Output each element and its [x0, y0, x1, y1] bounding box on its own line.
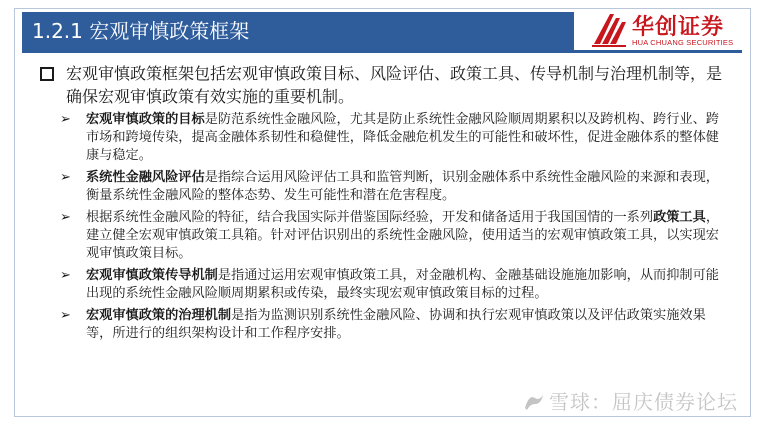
sub-point — [30, 267, 730, 303]
sub-point-text: ，建立健全宏观审慎政策工具箱。针对评估识别出的系统性金融风险，使用适当的宏观审慎政策工具，以实现宏观审慎政策目标。 — [86, 210, 719, 261]
main-point — [30, 62, 730, 108]
sub-point-term: 宏观审慎政策的目标 — [86, 112, 205, 127]
sub-point — [30, 209, 730, 263]
logo-name-en: HUA CHUANG SECURITIES — [632, 38, 734, 47]
arrow-bullet-icon: ➢ — [60, 170, 71, 185]
main-point-text: 宏观审慎政策框架包括宏观审慎政策目标、风险评估、政策工具、传导机制与治理机制等，是确保宏观审慎政策有效实施的重要机制。 — [66, 64, 723, 106]
sub-point-text: 是指通过运用宏观审慎政策工具，对金融机构、金融基础设施施加影响，从而抑制可能出现的系统性金融风险顺周期累积或传染，最终实现宏观审慎政策目标的过程。 — [86, 268, 719, 301]
watermark-text: 雪球：屈庆债券论坛 — [549, 390, 738, 414]
sub-point-text: 是指综合运用风险评估工具和监管判断，识别金融体系中系统性金融风险的来源和表现，衡量系统性金融风险的整体态势、发生可能性和潜在危害程度。 — [86, 170, 719, 203]
sub-point-text: 根据系统性金融风险的特征，结合我国实际并借鉴国际经验，开发和储备适用于我国国情的一系列 — [86, 210, 654, 225]
sub-point-text: 是防范系统性金融风险，尤其是防止系统性金融风险顺周期累积以及跨机构、跨行业、跨市场和跨境传染，提高金融体系韧性和稳健性，降低金融危机发生的可能性和破坏性，促进金融体系的整体健康与稳定。 — [86, 112, 719, 163]
sub-point — [30, 307, 730, 343]
sub-point-term: 宏观审慎政策传导机制 — [86, 268, 218, 283]
company-logo — [590, 10, 748, 50]
snowball-icon — [523, 392, 545, 412]
title-underline — [22, 50, 742, 53]
sub-point-term: 宏观审慎政策的治理机制 — [86, 308, 232, 323]
sub-point — [30, 111, 730, 165]
square-bullet-icon — [40, 67, 54, 81]
sub-point-text: 是指为监测识别系统性金融风险、协调和执行宏观审慎政策以及评估政策实施效果等，所进行的组织架构设计和工作程序安排。 — [86, 308, 706, 341]
arrow-bullet-icon: ➢ — [60, 268, 71, 283]
sub-point-list — [30, 111, 730, 343]
logo-name-cn: 华创证券 — [632, 15, 725, 40]
watermark — [523, 386, 738, 415]
sub-point-term: 系统性金融风险评估 — [86, 170, 205, 185]
content-body — [30, 62, 730, 347]
arrow-bullet-icon: ➢ — [60, 308, 71, 323]
huachuang-logo-icon — [590, 10, 628, 50]
arrow-bullet-icon: ➢ — [60, 112, 71, 127]
sub-point — [30, 169, 730, 205]
page-title: 1.2.1 宏观审慎政策框架 — [22, 12, 574, 50]
sub-point-term: 政策工具 — [653, 210, 706, 225]
arrow-bullet-icon: ➢ — [60, 210, 71, 225]
